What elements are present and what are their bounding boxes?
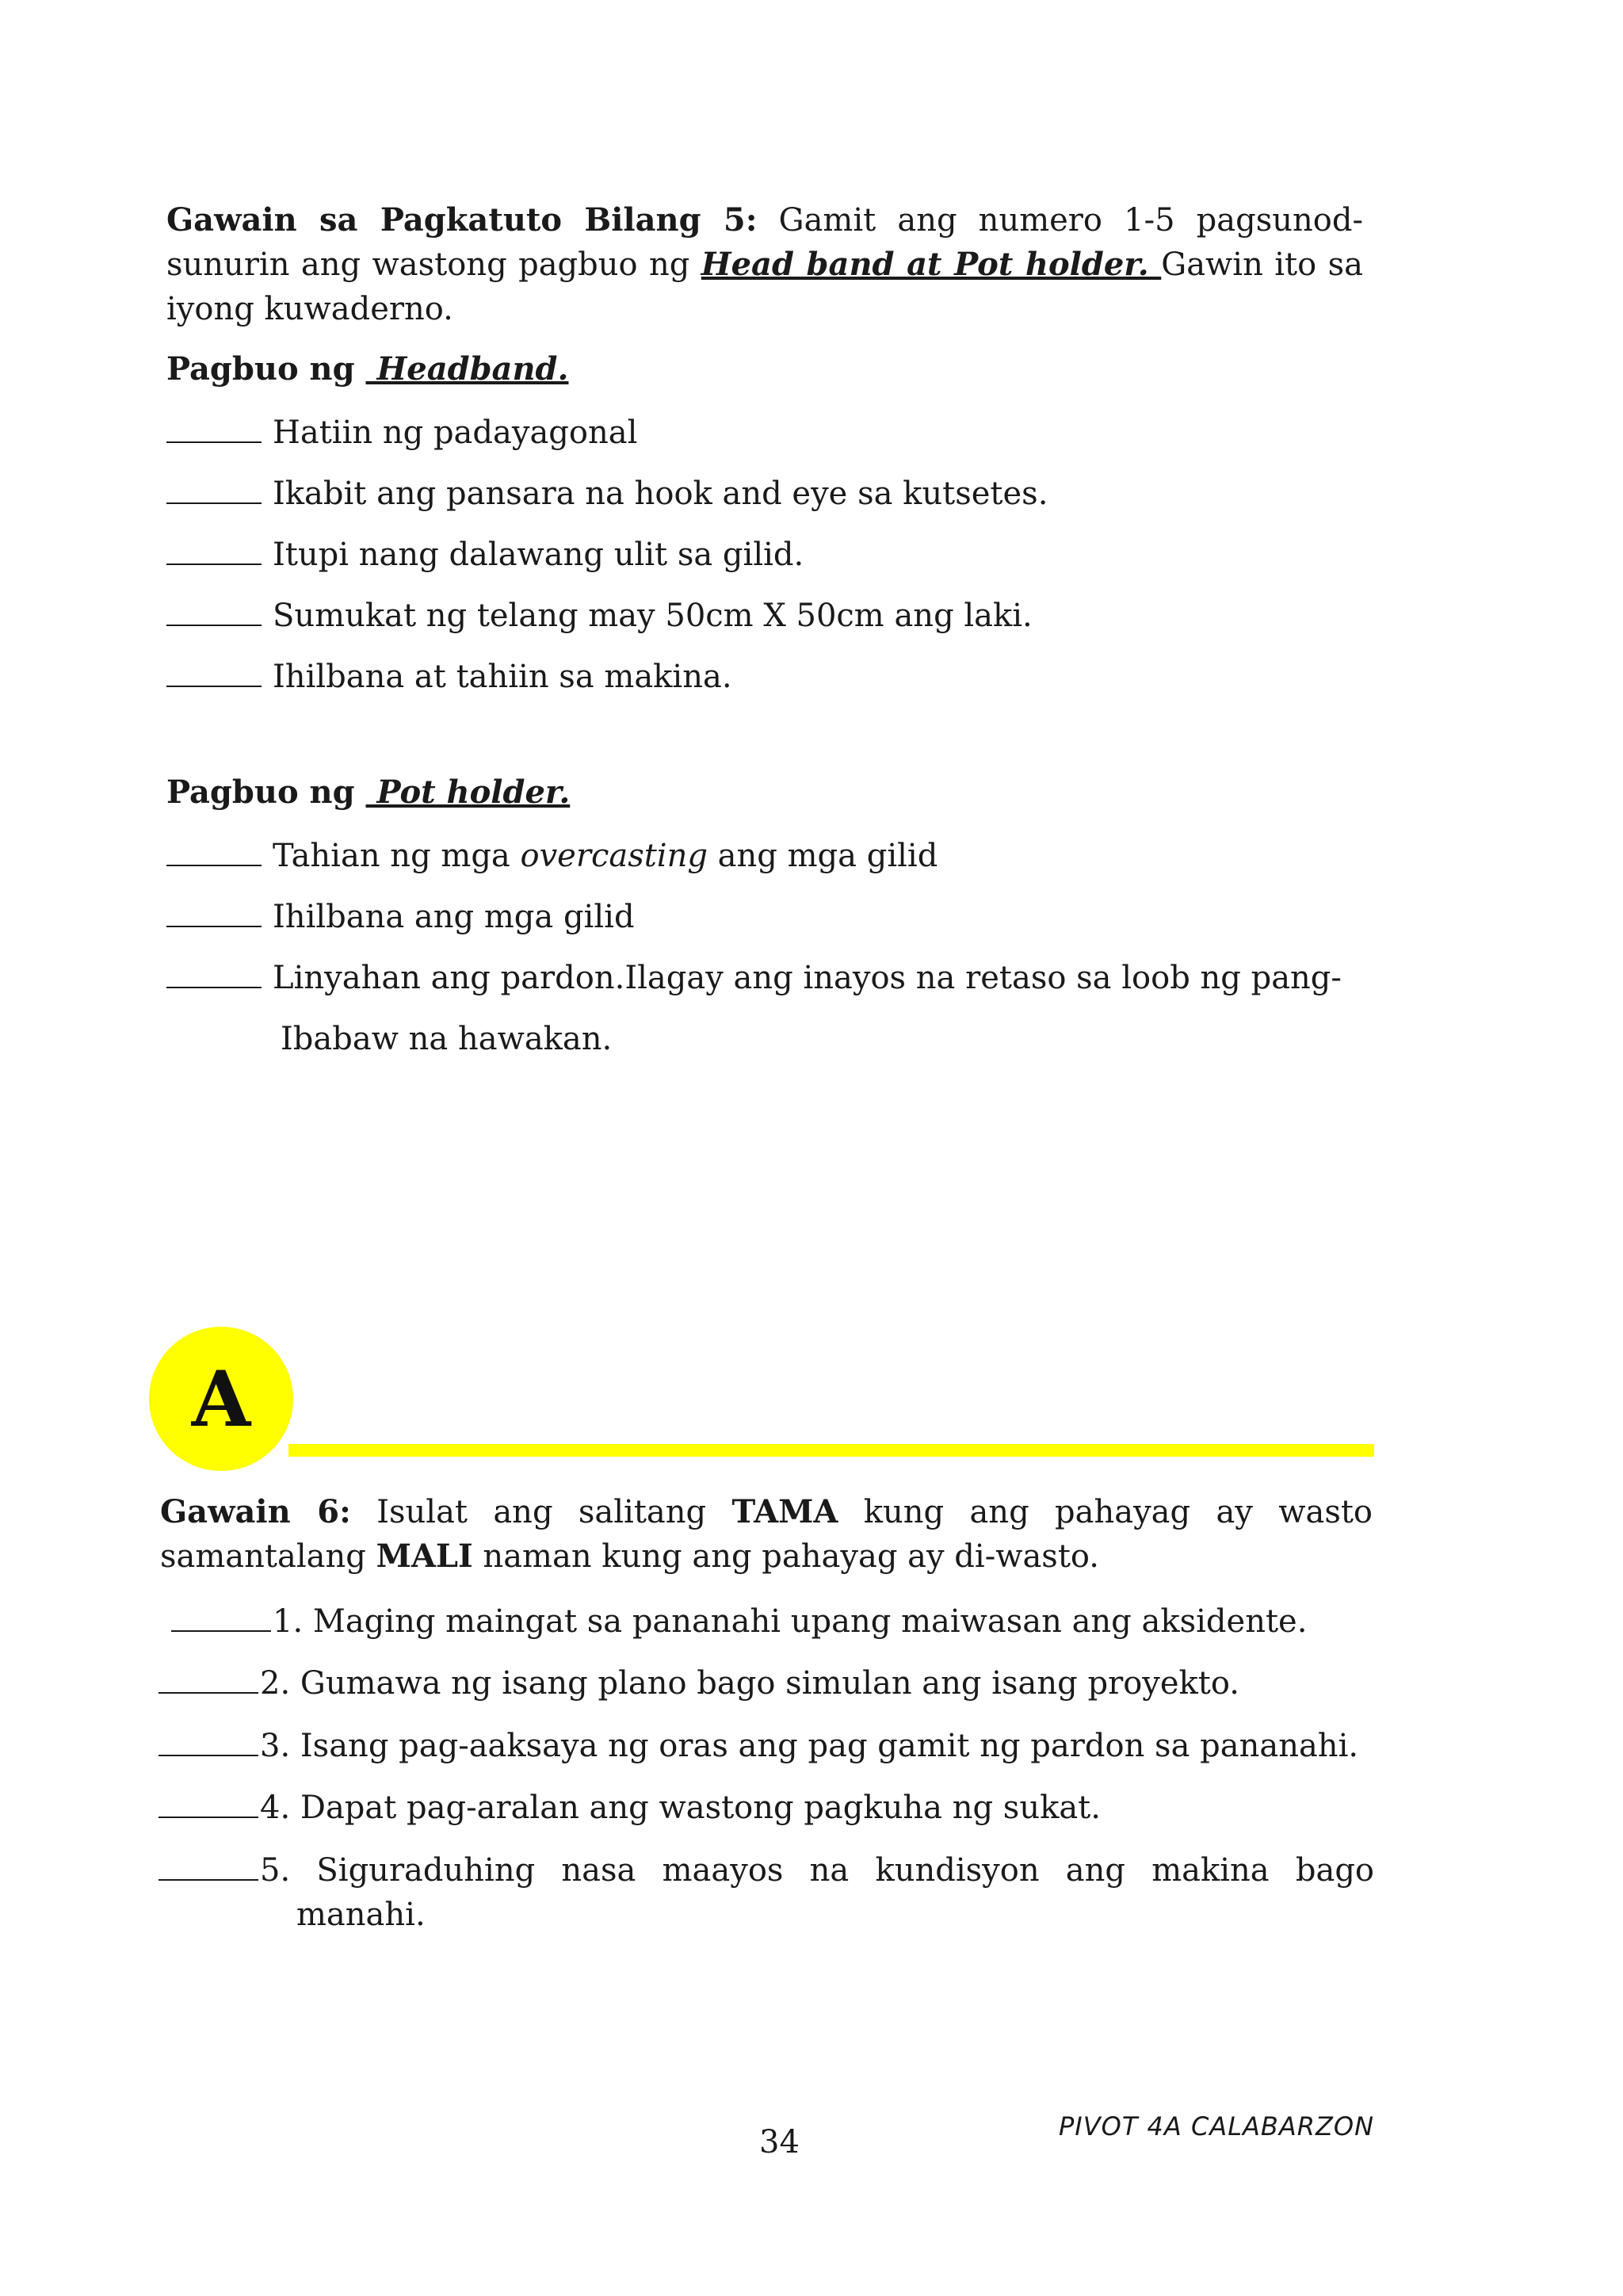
answer-blank[interactable]: [158, 1725, 258, 1756]
step-text: Itupi nang dalawang ulit sa gilid.: [273, 537, 804, 573]
headband-step: [166, 594, 1033, 638]
gawain6-item: [171, 1599, 1307, 1644]
gawain6-instructions: [160, 1490, 1373, 1579]
gawain5-instructions: [166, 198, 1363, 331]
potholder-step-continuation: Ibabaw na hawakan.: [281, 1021, 613, 1057]
gawain6-intro-c: naman kung ang pahayag ay di-wasto.: [472, 1538, 1099, 1575]
potholder-step: [166, 834, 938, 878]
gawain6-title: Gawain 6:: [160, 1493, 351, 1530]
step-text: Tahian ng mga: [273, 838, 521, 874]
headband-step: [166, 533, 804, 577]
gawain6-item-continuation: manahi.: [296, 1897, 426, 1933]
step-text: Ihilbana at tahiin sa makina.: [273, 659, 732, 695]
headband-step: [166, 472, 1048, 516]
answer-blank[interactable]: [166, 835, 262, 866]
gawain6-item: [158, 1724, 1358, 1768]
step-text: Hatiin ng padayagonal: [273, 415, 638, 451]
potholder-name: Pot holder.: [365, 774, 571, 811]
answer-blank[interactable]: [158, 1786, 258, 1818]
headband-step: [166, 655, 732, 699]
potholder-step: [166, 895, 635, 939]
headband-label: Pagbuo ng: [166, 350, 366, 388]
item-text: 3. Isang pag-aaksaya ng oras ang pag gamit ng pardon sa pananahi.: [260, 1728, 1359, 1764]
gawain5-intro-end: Gawin ito sa iyong kuwaderno.: [166, 246, 1363, 327]
section-badge-letter: A: [191, 1354, 251, 1444]
item-text: 4. Dapat pag-aralan ang wastong pagkuha ng sukat.: [260, 1790, 1101, 1826]
step-text: Ikabit ang pansara na hook and eye sa kutsetes.: [273, 476, 1048, 512]
gawain6-intro-b: kung ang pahayag ay wasto samantalang: [160, 1494, 1373, 1575]
page-number: 34: [759, 2124, 800, 2160]
answer-blank[interactable]: [166, 533, 262, 565]
keyword-tama: TAMA: [731, 1493, 838, 1530]
potholder-label: Pagbuo ng: [166, 774, 366, 811]
step-text: Ihilbana ang mga gilid: [273, 899, 635, 935]
step-text: Sumukat ng telang may 50cm X 50cm ang laki.: [273, 598, 1033, 634]
keyword-mali: MALI: [376, 1538, 473, 1575]
step-text-italic: overcasting: [520, 838, 708, 874]
gawain6-item: [158, 1786, 1101, 1830]
step-text: Linyahan ang pardon.Ilagay ang inayos na retaso sa loob ng pang-: [273, 960, 1342, 996]
answer-blank[interactable]: [166, 655, 262, 687]
answer-blank[interactable]: [158, 1849, 258, 1881]
potholder-step: [166, 956, 1342, 1000]
answer-blank[interactable]: [166, 957, 262, 988]
answer-blank[interactable]: [166, 472, 262, 504]
gawain6-item: [158, 1661, 1239, 1706]
headband-name: Headband.: [365, 350, 569, 388]
answer-blank[interactable]: [166, 896, 262, 927]
answer-blank[interactable]: [166, 594, 262, 626]
potholder-heading: [166, 770, 570, 815]
answer-blank[interactable]: [166, 411, 262, 443]
section-divider-bar: [288, 1444, 1374, 1457]
gawain6-item: [158, 1848, 1374, 1893]
section-badge: [149, 1327, 293, 1471]
item-text: 5. Siguraduhing nasa maayos na kundisyon ang makina bago: [260, 1852, 1374, 1889]
headband-step: [166, 411, 637, 455]
gawain5-title: Gawain sa Pagkatuto Bilang 5:: [166, 201, 758, 239]
answer-blank[interactable]: [158, 1662, 258, 1694]
gawain5-intro-text: Gamit ang numero 1-5 pagsunod-sunurin ang wastong pagbuo ng: [166, 202, 1363, 283]
publisher-footer: PIVOT 4A CALABARZON: [1059, 2111, 1375, 2141]
answer-blank[interactable]: [171, 1600, 271, 1632]
gawain5-emphasis: Head band at Pot holder.: [701, 246, 1162, 283]
step-text-end: ang mga gilid: [707, 838, 938, 874]
headband-heading: [166, 347, 568, 392]
item-text: 2. Gumawa ng isang plano bago simulan ang isang proyekto.: [260, 1665, 1239, 1702]
item-text: 1. Maging maingat sa pananahi upang maiwasan ang aksidente.: [273, 1603, 1308, 1640]
gawain6-intro-a: Isulat ang salitang: [350, 1494, 732, 1530]
